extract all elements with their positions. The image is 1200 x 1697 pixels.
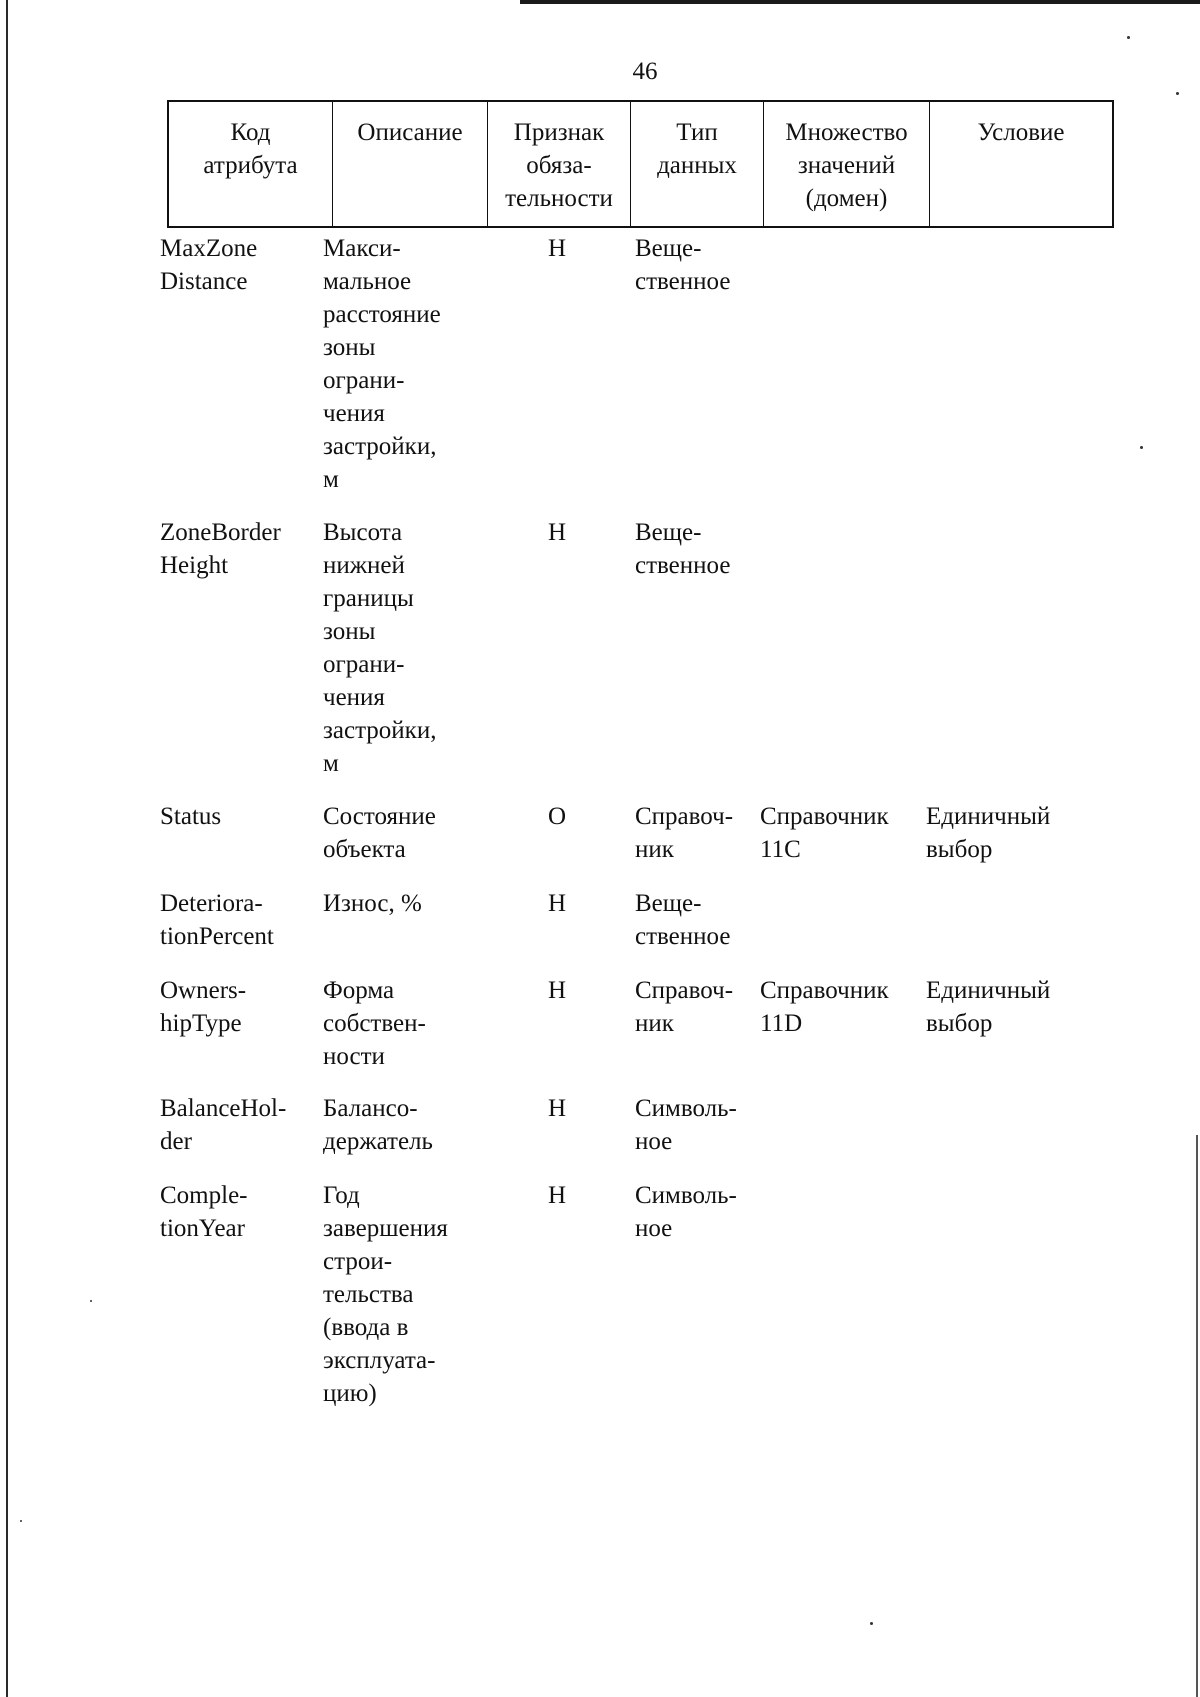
cell-attribute-code: Status [160, 803, 222, 830]
cell-required: О [547, 803, 567, 830]
header-condition: Условие [977, 119, 1065, 146]
cell-required: Н [547, 890, 567, 917]
cell-domain [760, 1179, 926, 1419]
cell-data-type: Символь- ное [635, 1095, 737, 1155]
table-row [160, 887, 1120, 974]
cell-description: Состояние объекта [323, 803, 436, 863]
header-required: Признак обяза- тельности [488, 102, 631, 226]
cell-required: Н [547, 519, 567, 546]
cell-condition [926, 1179, 1096, 1419]
cell-data-type: Веще- ственное [635, 235, 731, 295]
table-row [160, 974, 1120, 1092]
cell-attribute-code: BalanceHol- der [160, 1095, 287, 1155]
cell-description: Макси- мальное расстояние зоны ограни- чения застройки, м [323, 235, 441, 493]
cell-description: Форма собствен- ности [323, 977, 426, 1070]
cell-domain [760, 887, 926, 974]
cell-required: Н [547, 977, 567, 1004]
header-data-type: Тип данных [631, 102, 764, 226]
cell-data-type: Справоч- ник [635, 803, 734, 863]
table-row [160, 516, 1120, 800]
cell-domain [760, 516, 926, 800]
page-number: 46 [632, 58, 658, 85]
table-header [167, 100, 1114, 228]
cell-description: Износ, % [323, 890, 422, 917]
cell-condition [926, 1092, 1096, 1179]
cell-description: Год завершения строи- тельства (ввода в эксплуата- цию) [323, 1182, 448, 1407]
cell-condition [926, 232, 1096, 516]
header-domain: Множество значений (домен) [764, 102, 930, 226]
cell-attribute-code: Deteriora- tionPercent [160, 890, 274, 950]
scan-edge-right [1196, 1135, 1198, 1697]
cell-domain: Справочник 11С [760, 803, 889, 863]
cell-condition: Единичный выбор [926, 803, 1051, 863]
table-row [160, 1092, 1120, 1179]
cell-data-type: Веще- ственное [635, 890, 731, 950]
scan-edge-left [6, 0, 8, 1697]
cell-condition: Единичный выбор [926, 977, 1051, 1037]
table-row [160, 800, 1120, 887]
cell-attribute-code: MaxZone Distance [160, 235, 258, 295]
cell-attribute-code: Comple- tionYear [160, 1182, 248, 1242]
cell-data-type: Справоч- ник [635, 977, 734, 1037]
cell-domain [760, 232, 926, 516]
scan-speck [1176, 92, 1179, 95]
scan-edge-top [520, 0, 1200, 4]
cell-description: Балансо- держатель [323, 1095, 433, 1155]
header-description: Описание [333, 102, 488, 226]
cell-description: Высота нижней границы зоны ограни- чения застройки, м [323, 519, 437, 777]
cell-domain [760, 1092, 926, 1179]
cell-data-type: Веще- ственное [635, 519, 731, 579]
table-row [160, 1179, 1120, 1419]
cell-attribute-code: ZoneBorder Height [160, 519, 281, 579]
table-body [160, 232, 1120, 1419]
cell-condition [926, 887, 1096, 974]
scan-speck [870, 1622, 873, 1625]
scan-speck [90, 1300, 92, 1302]
cell-attribute-code: Owners- hipType [160, 977, 247, 1037]
cell-required: Н [547, 1095, 567, 1122]
cell-required: Н [547, 1182, 567, 1209]
table-row [160, 232, 1120, 516]
header-attribute-code: Код атрибута [169, 102, 333, 226]
cell-condition [926, 516, 1096, 800]
scan-speck [20, 1520, 22, 1522]
cell-domain: Справочник 11D [760, 977, 889, 1037]
scan-speck [1127, 36, 1130, 39]
cell-required: Н [547, 235, 567, 262]
scan-speck [1140, 446, 1143, 449]
cell-data-type: Символь- ное [635, 1182, 737, 1242]
